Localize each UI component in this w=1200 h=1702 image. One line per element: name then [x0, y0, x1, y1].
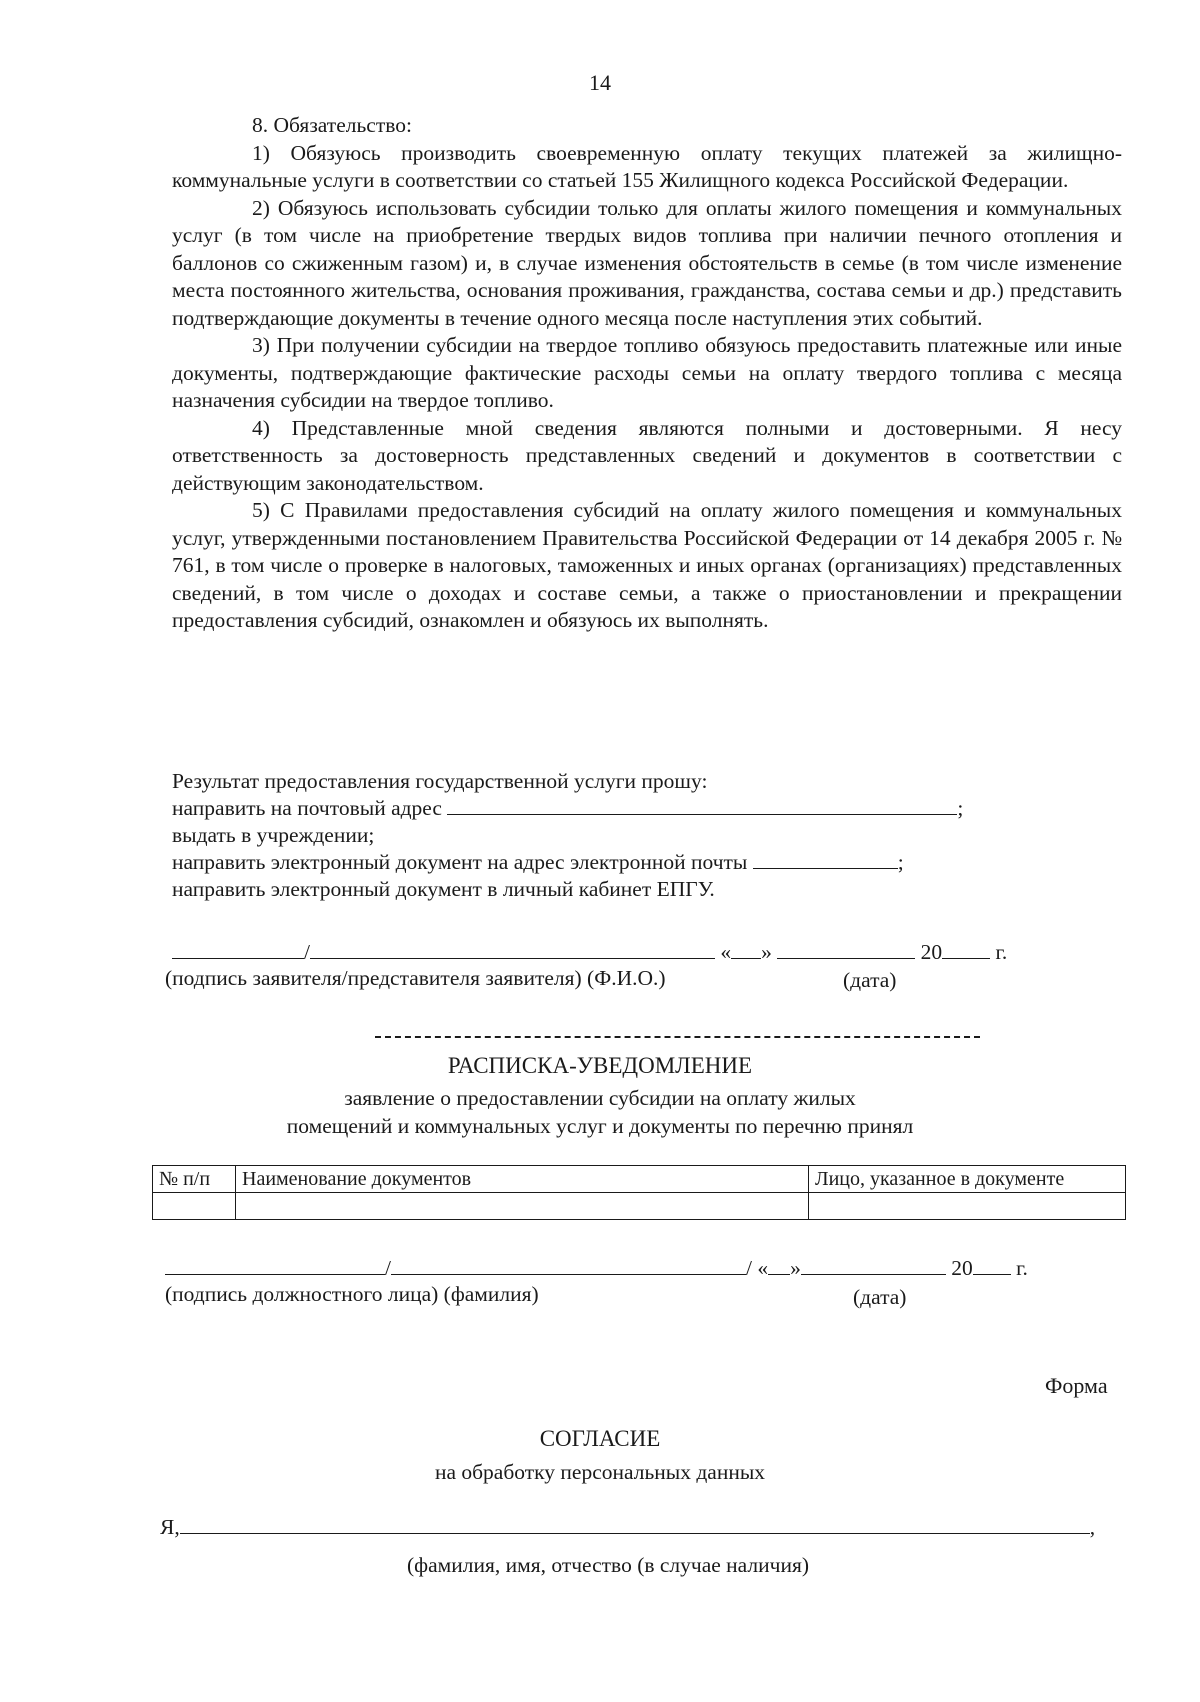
- documents-table: [152, 1165, 1126, 1220]
- obligation-item-4: 4) Представленные мной сведения являются полными и достоверными. Я несу ответственность за достоверность представленных сведений и документов в соответствии с действующим законодательством.: [172, 415, 1122, 495]
- result-option-post: направить на почтовый адрес ;: [172, 796, 964, 820]
- cut-line-divider: [375, 1036, 980, 1038]
- postal-address-field[interactable]: [447, 814, 957, 815]
- result-intro: Результат предоставления государственной услуги прошу:: [172, 769, 708, 793]
- form-label: Форма: [1045, 1373, 1108, 1398]
- receipt-subtitle-2: помещений и коммунальных услуг и документы по перечню принял: [286, 1114, 914, 1138]
- table-header-docname: Наименование документов: [236, 1166, 809, 1193]
- applicant-date-caption: (дата): [843, 968, 897, 992]
- table-cell[interactable]: [236, 1193, 809, 1220]
- consent-title: СОГЛАСИЕ: [539, 1426, 661, 1451]
- email-field[interactable]: [753, 868, 898, 869]
- official-signature-caption: (подпись должностного лица) (фамилия): [165, 1282, 539, 1306]
- applicant-day-field[interactable]: [731, 958, 761, 959]
- table-row: [153, 1193, 1126, 1220]
- receipt-title: РАСПИСКА-УВЕДОМЛЕНИЕ: [447, 1053, 753, 1078]
- table-cell[interactable]: [153, 1193, 236, 1220]
- official-signature-line: / / « » 20 г.: [165, 1256, 1028, 1281]
- result-option-office: выдать в учреждении;: [172, 823, 375, 847]
- table-header-number: № п/п: [153, 1166, 236, 1193]
- consent-name-line: Я, ,: [160, 1515, 1096, 1539]
- consent-fullname-field[interactable]: [180, 1533, 1090, 1534]
- table-cell[interactable]: [809, 1193, 1126, 1220]
- table-header-person: Лицо, указанное в документе: [809, 1166, 1126, 1193]
- official-year-field[interactable]: [973, 1274, 1011, 1275]
- applicant-signature-line: / « » 20 г.: [172, 940, 1007, 965]
- obligation-item-3: 3) При получении субсидии на твердое топливо обязуюсь предоставить платежные или иные документы, подтверждающие фактические расходы семьи на оплату твердого топлива с месяца назначения субсидии на твердое топливо.: [172, 333, 1122, 412]
- table-header-row: [153, 1166, 1126, 1193]
- receipt-subtitle-1: заявление о предоставлении субсидии на оплату жилых: [344, 1086, 856, 1110]
- obligation-section: [172, 112, 1122, 635]
- applicant-signature-field[interactable]: [172, 958, 304, 959]
- official-day-field[interactable]: [768, 1274, 790, 1275]
- official-signature-field[interactable]: [165, 1274, 385, 1275]
- applicant-year-field[interactable]: [942, 958, 990, 959]
- page-number: 14: [589, 70, 611, 95]
- obligation-item-5: 5) С Правилами предоставления субсидий на оплату жилого помещения и коммунальных услуг, утвержденными постановлением Правительства Российской Федерации от 14 декабря 2005 г. № 761, в том числе о проверке в налоговых, таможенных и иных органах (организациях) представленных сведений, в том числе о доходах и составе семьи, а также о приостановлении и прекращении предоставления субсидий, ознакомлен и обязуюсь их выполнять.: [172, 498, 1122, 632]
- obligation-item-2: 2) Обязуюсь использовать субсидии только для оплаты жилого помещения и коммунальных услуг (в том числе на приобретение твердых видов топлива при наличии печного отопления и баллонов со сжиженным газом) и, в случае изменения обстоятельств в семье (в том числе изменение места постоянного жительства, основания проживания, гражданства, состава семьи и др.) представить подтверждающие документы в течение одного месяца после наступления этих событий.: [172, 195, 1122, 330]
- applicant-month-field[interactable]: [777, 958, 915, 959]
- consent-fullname-caption: (фамилия, имя, отчество (в случае наличия): [407, 1553, 810, 1577]
- consent-subtitle: на обработку персональных данных: [434, 1460, 766, 1484]
- official-month-field[interactable]: [801, 1274, 946, 1275]
- obligation-item-1: 1) Обязуюсь производить своевременную оплату текущих платежей за жилищно-коммунальные услуги в соответствии со статьей 155 Жилищного кодекса Российской Федерации.: [172, 140, 1122, 192]
- result-options: [172, 768, 1122, 903]
- official-date-caption: (дата): [853, 1285, 907, 1309]
- applicant-signature-caption: (подпись заявителя/представителя заявителя) (Ф.И.О.): [165, 966, 666, 990]
- applicant-name-field[interactable]: [310, 958, 715, 959]
- obligation-heading: 8. Обязательство:: [252, 113, 412, 137]
- result-option-epgu: направить электронный документ в личный кабинет ЕПГУ.: [172, 877, 715, 901]
- official-surname-field[interactable]: [391, 1274, 746, 1275]
- result-option-email: направить электронный документ на адрес электронной почты ;: [172, 850, 904, 874]
